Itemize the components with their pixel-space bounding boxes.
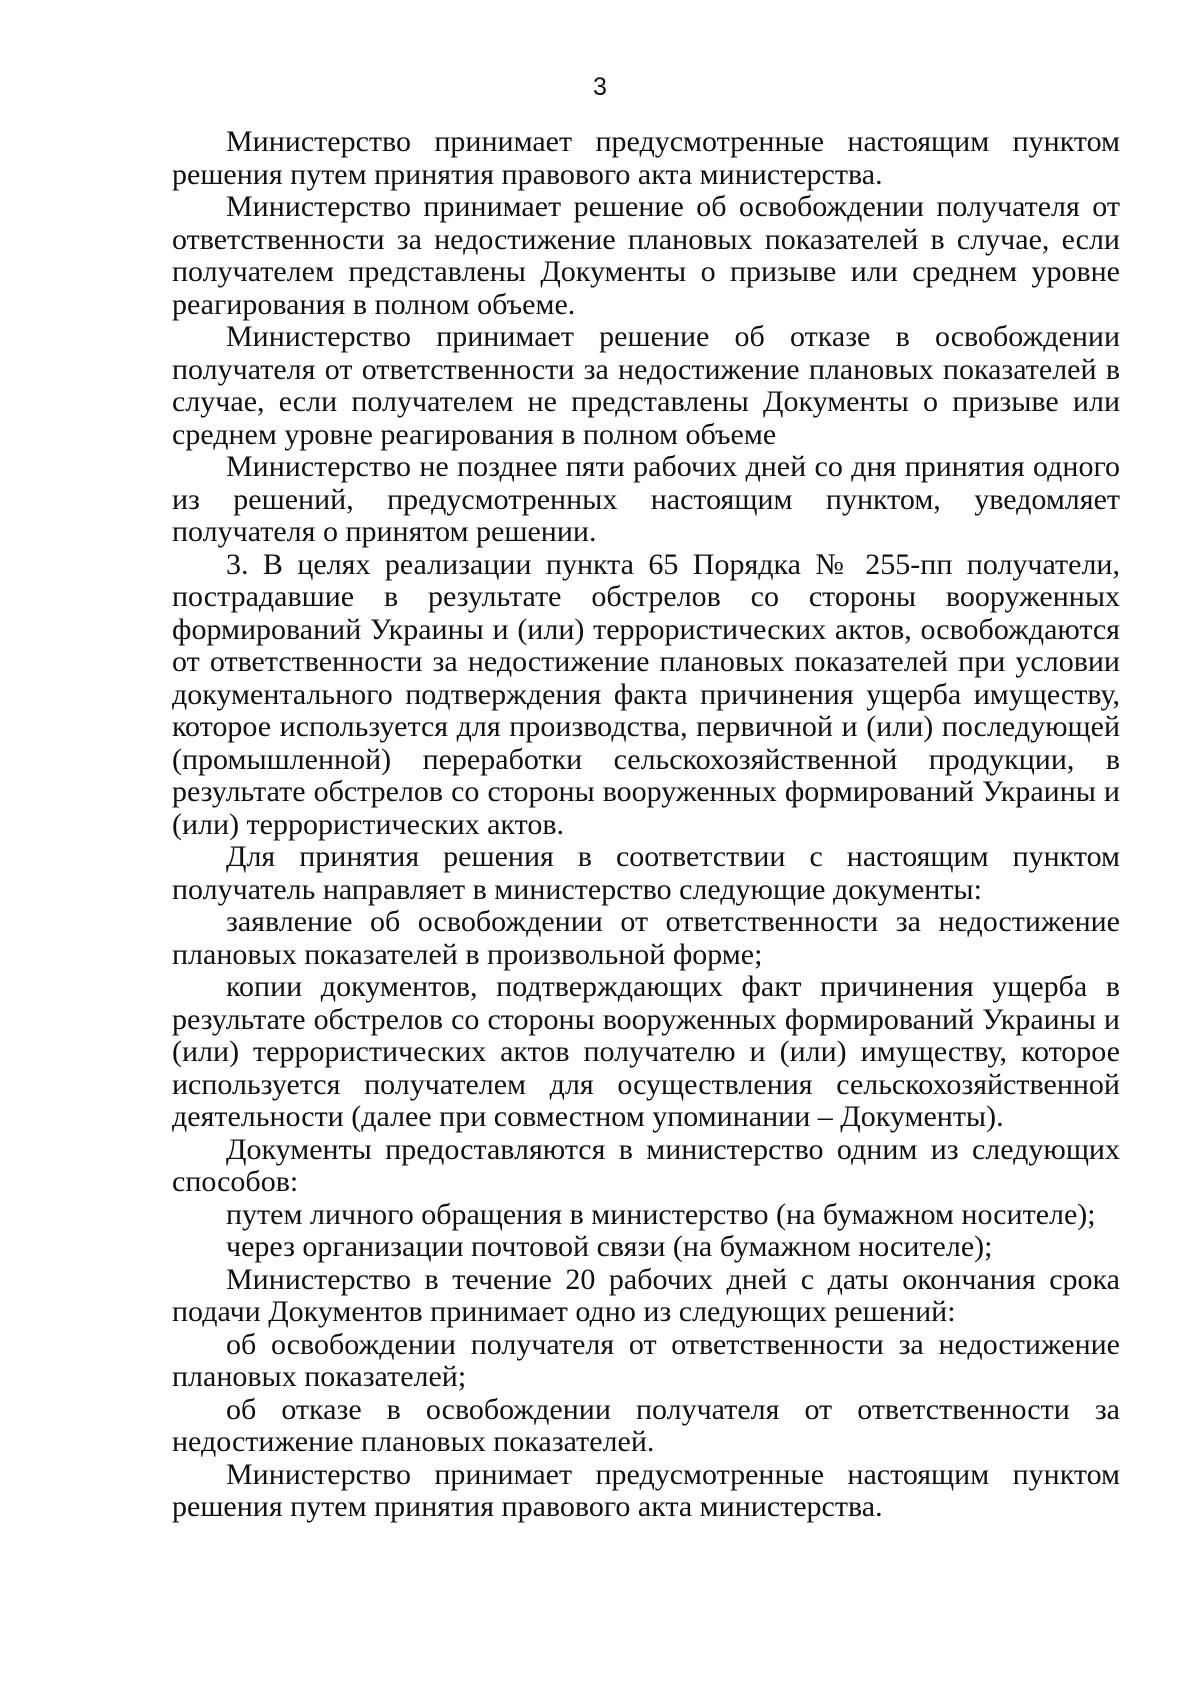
page-number: 3 — [593, 73, 607, 101]
paragraph: Министерство не позднее пяти рабочих дней со дня принятия одного из решений, предусмотренных настоящим пунктом, уведомляет получателя о принятом решении. — [172, 450, 1120, 548]
paragraph: заявление об освобождении от ответственности за недостижение плановых показателей в произвольной форме; — [172, 905, 1120, 971]
paragraph: Министерство принимает решение об освобождении получателя от ответственности за недостижение плановых показателей в случае, если получателем представлены Документы о призыве или среднем уровне реагирования в полном объеме. — [172, 190, 1120, 321]
paragraph: копии документов, подтверждающих факт причинения ущерба в результате обстрелов со стороны вооруженных формирований Украины и (или) террористических актов получателю и (или) имуществу, которое используется получателем для осуществления сельскохозяйственной деятельности (далее при совместном упоминании – Документы). — [172, 970, 1120, 1133]
paragraph: через организации почтовой связи (на бумажном носителе); — [226, 1230, 993, 1263]
paragraph: 3. В целях реализации пункта 65 Порядка № 255-пп получатели, пострадавшие в результате обстрелов со стороны вооруженных формирований Украины и (или) террористических актов, освобождаются от ответственности за недостижение плановых показателей при условии документального подтверждения факта причинения ущерба имуществу, которое используется для производства, первичной и (или) последующей (промышленной) переработки сельскохозяйственной продукции, в результате обстрелов со стороны вооруженных формирований Украины и (или) террористических актов. — [172, 547, 1120, 841]
paragraph: об отказе в освобождении получателя от ответственности за недостижение плановых показателей. — [172, 1392, 1120, 1458]
paragraph: Для принятия решения в соответствии с настоящим пунктом получатель направляет в министерство следующие документы: — [172, 840, 1120, 906]
paragraph: Министерство в течение 20 рабочих дней с даты окончания срока подачи Документов принимает одно из следующих решений: — [172, 1262, 1120, 1328]
document-body — [172, 126, 1120, 1524]
paragraph: Документы предоставляются в министерство одним из следующих способов: — [172, 1132, 1120, 1198]
paragraph: путем личного обращения в министерство (на бумажном носителе); — [226, 1197, 1096, 1231]
paragraph: об освобождении получателя от ответственности за недостижение плановых показателей; — [172, 1327, 1120, 1393]
paragraph: Министерство принимает решение об отказе в освобождении получателя от ответственности за недостижение плановых показателей в случае, если получателем не представлены Документы о призыве или среднем уровне реагирования в полном объеме — [172, 320, 1120, 451]
paragraph: Министерство принимает предусмотренные настоящим пунктом решения путем принятия правового акта министерства. — [172, 1457, 1120, 1523]
paragraph: Министерство принимает предусмотренные настоящим пунктом решения путем принятия правового акта министерства. — [172, 125, 1120, 191]
